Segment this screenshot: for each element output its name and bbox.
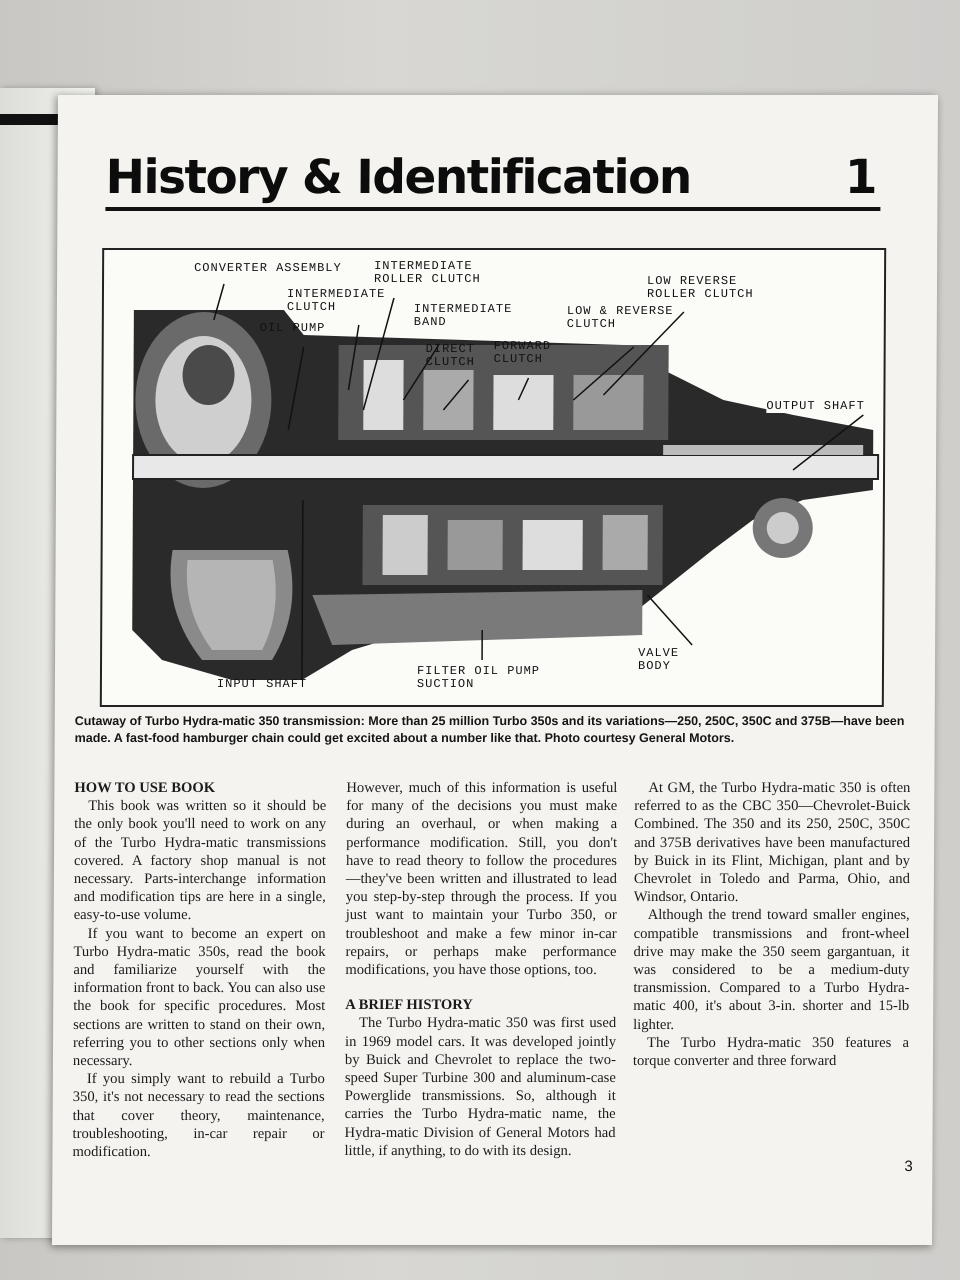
paragraph: If you want to become an expert on Turbo Hydra-matic 350s, read the book and familiarize yourself with the information front to back. You can also use the book for specific procedures. Most sections are written to stand on their own, referring you to other sections only when necessary. [72,925,326,1070]
paragraph: The Turbo Hydra-matic 350 features a torque converter and three forward [632,1034,910,1070]
chapter-title: History & Identification [105,150,691,205]
book-page [52,95,938,1245]
heading-a-brief-history: A BRIEF HISTORY [345,997,473,1014]
heading-how-to-use-book: HOW TO USE BOOK [74,780,216,796]
column-3 [633,779,911,1070]
paragraph: If you simply want to rebuild a Turbo 350, it's not necessary to read the sections that cover theory, maintenance, troubleshooting, in-car repair or modification. [72,1071,325,1161]
paragraph: The Turbo Hydra-matic 350 was first used in 1969 model cars. It was developed jointly by Buick and Chevrolet to replace the two-speed Super Turbine 300 and aluminum-case Powerglide transmissions. So, although it carries the Turbo Hydra-matic name, the Hydra-matic Division of General Motors had little, if anything, to do with its design. [344,1015,617,1159]
paragraph: However, much of this information is useful for many of the decisions you must make during an overhaul, or when making a performance modification. Still, you don't have to read theory to follow the procedures—they've been written and illustrated to lead you step-by-step through the process. If you just want to maintain your Turbo 350, or troubleshoot and make a few minor in-car repairs, or perhaps make performance modifications, you have those options, too. [345,780,618,979]
chapter-rule [105,207,880,211]
chapter-number: 1 [844,150,878,205]
label-low-reverse-clutch: LOW & REVERSE CLUTCH [566,304,674,331]
paragraph: At GM, the Turbo Hydra-matic 350 is often referred to as the CBC 350—Chevrolet-Buick Combined. The 350 and its 250, 250C, 350C and 375B derivatives have been manufactured by Buick in its Flint, Michigan, plant and by Chevrolet in Toledo and Parma, Ohio, and Windsor, Ontario. [633,780,911,906]
chapter-header [105,150,877,205]
label-input-shaft: INPUT SHAFT [216,677,308,691]
column-1 [72,779,326,1161]
label-direct-clutch: DIRECT CLUTCH [425,342,475,369]
label-intermediate-band: INTERMEDIATE BAND [413,302,513,329]
paragraph: This book was written so it should be the only book you'll need to work on any of the Turbo Hydra-matic transmissions covered. A factory shop manual is not necessary. Parts-interchange information and modification tips are here in a single, easy-to-use volume. [73,798,327,924]
label-oil-pump: OIL PUMP [259,321,326,335]
column-2 [344,779,617,1160]
label-filter-oil-pump-suction: FILTER OIL PUMP SUCTION [416,664,541,691]
label-converter-assembly: CONVERTER ASSEMBLY [194,261,342,275]
label-forward-clutch: FORWARD CLUTCH [493,339,552,366]
figure-caption: Cutaway of Turbo Hydra-matic 350 transmission: More than 25 million Turbo 350s and its variations—250, 250C, 350C and 375B—have been made. A fast-food hamburger chain could get excited about a number like that. Photo courtesy General Motors. [74,714,905,745]
label-intermediate-clutch: INTERMEDIATE CLUTCH [286,287,386,314]
label-valve-body: VALVE BODY [637,646,680,673]
page-number: 3 [904,1158,913,1175]
label-intermediate-roller-clutch: INTERMEDIATE ROLLER CLUTCH [374,259,481,286]
paragraph: Although the trend toward smaller engines, compatible transmissions and front-wheel drive may make the 350 seem gargantuan, it was considered to be a medium-duty transmission. Compared to a Turbo Hydra-matic 400, it's about 3-in. shorter and 15-lb lighter. [633,907,910,1033]
label-low-reverse-roller-clutch: LOW REVERSE ROLLER CLUTCH [646,274,754,301]
transmission-cutaway-figure [100,248,886,707]
label-output-shaft: OUTPUT SHAFT [766,399,865,413]
